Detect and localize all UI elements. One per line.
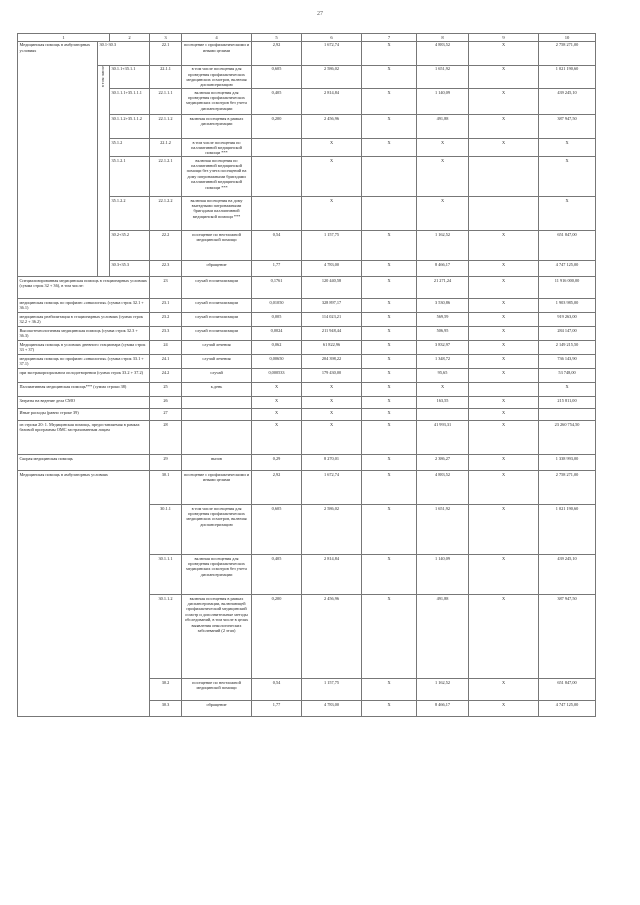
line-number: 30.1.1.2 bbox=[150, 595, 182, 679]
page-number: 27 bbox=[317, 11, 323, 17]
value-cell: X bbox=[417, 157, 469, 197]
value-cell: 21 271,24 bbox=[417, 277, 469, 299]
value-cell: 328 897,17 bbox=[302, 299, 362, 313]
value-cell: 1 348,72 bbox=[417, 355, 469, 369]
value-cell: X bbox=[302, 421, 362, 455]
value-cell: X bbox=[252, 421, 302, 455]
row-name: из строки 20: 1. Медицинская помощь, предоставляемая в рамках базовой программы ОМС застрахованным лицам bbox=[18, 421, 150, 455]
value-cell: X bbox=[469, 65, 539, 88]
row-name: Паллиативная медицинская помощь*** (сумма строки 38) bbox=[18, 383, 150, 397]
value-cell: X bbox=[362, 139, 417, 157]
unit: обращение bbox=[182, 701, 252, 717]
value-cell: X bbox=[469, 313, 539, 327]
value-cell: 0,200 bbox=[252, 595, 302, 679]
unit: в том числе посещения для проведения профилактических медицинских осмотров, включая диспансеризацию bbox=[182, 505, 252, 555]
side-label bbox=[98, 65, 110, 277]
value-cell: X bbox=[539, 383, 596, 397]
value-cell: 736 143,90 bbox=[539, 355, 596, 369]
value-cell: 0,605 bbox=[252, 65, 302, 88]
unit: посещение по неотложной медицинской помощи bbox=[182, 231, 252, 261]
side-label-text: в том числе bbox=[99, 66, 105, 88]
line-number: 30.1 bbox=[150, 471, 182, 505]
value-cell: X bbox=[362, 355, 417, 369]
value-cell: 919 263,00 bbox=[539, 313, 596, 327]
value-cell: 114 023,21 bbox=[302, 313, 362, 327]
value-cell bbox=[469, 157, 539, 197]
unit: посещение по неотложной медицинской помощи bbox=[182, 679, 252, 701]
table-row bbox=[18, 327, 596, 341]
value-cell bbox=[417, 409, 469, 421]
column-number: 9 bbox=[469, 34, 539, 42]
value-cell bbox=[539, 409, 596, 421]
value-cell: 387 947,50 bbox=[539, 115, 596, 139]
value-cell: 1 021 190,60 bbox=[539, 505, 596, 555]
value-cell: 2 758 271,00 bbox=[539, 471, 596, 505]
table-row bbox=[18, 397, 596, 409]
value-cell: X bbox=[539, 197, 596, 231]
value-cell: 2,92 bbox=[252, 41, 302, 65]
value-cell: X bbox=[469, 341, 539, 355]
table-row bbox=[18, 409, 596, 421]
unit: в том числе посещения для проведения профилактических медицинских осмотров, включая диспансеризацию bbox=[182, 65, 252, 88]
value-cell: 215 811,00 bbox=[539, 397, 596, 409]
line-number: 22.2 bbox=[150, 231, 182, 261]
value-cell: 0,405 bbox=[252, 555, 302, 595]
value-cell: 4 783,00 bbox=[302, 261, 362, 277]
unit: включая посещения по паллиативной медицинской помощи без учета посещений на дому патронажными бригадами паллиативной медицинской помощи *** bbox=[182, 157, 252, 197]
value-cell: X bbox=[252, 383, 302, 397]
value-cell: X bbox=[362, 679, 417, 701]
value-cell: X bbox=[469, 471, 539, 505]
line-number: 23.3 bbox=[150, 327, 182, 341]
value-cell bbox=[252, 157, 302, 197]
value-cell: 4 883,52 bbox=[417, 471, 469, 505]
financial-norms-table bbox=[17, 33, 596, 717]
value-cell: X bbox=[469, 355, 539, 369]
value-cell: 0,405 bbox=[252, 89, 302, 115]
value-cell: 211 948,44 bbox=[302, 327, 362, 341]
table-row bbox=[18, 421, 596, 455]
unit: случай госпитализации bbox=[182, 277, 252, 299]
value-cell: X bbox=[469, 277, 539, 299]
value-cell: 1 157,75 bbox=[302, 231, 362, 261]
value-cell: 439 245,10 bbox=[539, 89, 596, 115]
unit: случай лечения bbox=[182, 355, 252, 369]
line-number: 22.1.1.1 bbox=[150, 89, 182, 115]
value-cell: 1 157,75 bbox=[302, 679, 362, 701]
value-cell: X bbox=[362, 277, 417, 299]
value-cell: X bbox=[417, 383, 469, 397]
value-cell: X bbox=[252, 397, 302, 409]
header-row bbox=[18, 34, 596, 42]
value-cell: 0,0024 bbox=[252, 327, 302, 341]
value-cell: 2,92 bbox=[252, 471, 302, 505]
value-cell: 439 245,10 bbox=[539, 555, 596, 595]
value-cell: 11 916 000,00 bbox=[539, 277, 596, 299]
value-cell: X bbox=[469, 455, 539, 471]
value-cell: 0,062 bbox=[252, 341, 302, 355]
value-cell: X bbox=[469, 369, 539, 383]
value-cell: X bbox=[539, 139, 596, 157]
value-cell: X bbox=[469, 327, 539, 341]
value-cell: X bbox=[362, 595, 417, 679]
unit bbox=[182, 397, 252, 409]
unit: включая посещения для проведения профилактических медицинских осмотров без учета диспансеризации bbox=[182, 555, 252, 595]
value-cell: X bbox=[302, 383, 362, 397]
value-cell: X bbox=[469, 231, 539, 261]
value-cell: X bbox=[469, 299, 539, 313]
row-code: 30.1-30.3 bbox=[98, 41, 150, 65]
unit: включая посещения в рамках диспансеризации bbox=[182, 115, 252, 139]
row-name: медицинская помощь по профилю «онкология» (сумма строк 33.1 + 37.1) bbox=[18, 355, 150, 369]
value-cell: 0,54 bbox=[252, 231, 302, 261]
value-cell: X bbox=[539, 157, 596, 197]
value-cell: X bbox=[362, 701, 417, 717]
line-number: 30.2 bbox=[150, 679, 182, 701]
row-code: 35.1.2 bbox=[110, 139, 150, 157]
table-row bbox=[18, 299, 596, 313]
row-name: Иные расходы (равно строке 39) bbox=[18, 409, 150, 421]
value-cell: X bbox=[362, 115, 417, 139]
value-cell: 2 814,84 bbox=[302, 555, 362, 595]
table-row bbox=[18, 471, 596, 505]
value-cell: X bbox=[362, 397, 417, 409]
row-code: 30.3+35.3 bbox=[110, 261, 150, 277]
value-cell: 23 260 754,50 bbox=[539, 421, 596, 455]
row-name: медицинская реабилитация в стационарных условиях (сумма строк 32.2 + 36.2) bbox=[18, 313, 150, 327]
value-cell: 284 147,00 bbox=[539, 327, 596, 341]
table-row bbox=[18, 355, 596, 369]
value-cell: 4 783,00 bbox=[302, 701, 362, 717]
value-cell: X bbox=[469, 701, 539, 717]
value-cell: 53 748,00 bbox=[539, 369, 596, 383]
value-cell: 1 672,74 bbox=[302, 471, 362, 505]
section-title: Медицинская помощь в амбулаторных условиях bbox=[18, 41, 98, 277]
row-code: 35.1.2.1 bbox=[110, 157, 150, 197]
row-name: Специализированная медицинская помощь в стационарных условиях (сумма строк 32 + 36), в том числе: bbox=[18, 277, 150, 299]
row-name: медицинская помощь по профилю «онкология» (сумма строк 32.1 + 36.1) bbox=[18, 299, 150, 313]
value-cell: X bbox=[469, 555, 539, 595]
value-cell: 1,77 bbox=[252, 701, 302, 717]
row-code: 30.1.1+35.1.1 bbox=[110, 65, 150, 88]
column-number: 3 bbox=[150, 34, 182, 42]
unit: случай госпитализации bbox=[182, 327, 252, 341]
value-cell: 0,000533 bbox=[252, 369, 302, 383]
line-number: 25 bbox=[150, 383, 182, 397]
row-name: Скорая медицинская помощь bbox=[18, 455, 150, 471]
value-cell: 2 456,96 bbox=[302, 115, 362, 139]
table-row bbox=[18, 369, 596, 383]
value-cell: X bbox=[469, 41, 539, 65]
value-cell: X bbox=[362, 505, 417, 555]
value-cell: 8 466,17 bbox=[417, 701, 469, 717]
value-cell: X bbox=[362, 65, 417, 88]
value-cell: X bbox=[362, 231, 417, 261]
unit: случай госпитализации bbox=[182, 299, 252, 313]
line-number: 23.2 bbox=[150, 313, 182, 327]
table-row bbox=[18, 65, 596, 88]
value-cell: X bbox=[469, 115, 539, 139]
unit bbox=[182, 421, 252, 455]
value-cell: 651 847,00 bbox=[539, 679, 596, 701]
value-cell: 41 993,31 bbox=[417, 421, 469, 455]
unit: посещение с профилактическими и иными целями bbox=[182, 471, 252, 505]
line-number: 30.1.1 bbox=[150, 505, 182, 555]
line-number: 22.1.1 bbox=[150, 65, 182, 88]
value-cell: X bbox=[362, 471, 417, 505]
value-cell: 1 140,09 bbox=[417, 555, 469, 595]
value-cell: X bbox=[417, 139, 469, 157]
unit: в том числе посещения по паллиативной медицинской помощи *** bbox=[182, 139, 252, 157]
value-cell: 506,95 bbox=[417, 327, 469, 341]
value-cell: X bbox=[252, 409, 302, 421]
value-cell: 2 586,02 bbox=[302, 505, 362, 555]
column-number: 10 bbox=[539, 34, 596, 42]
value-cell: 2 586,02 bbox=[302, 65, 362, 88]
column-number: 8 bbox=[417, 34, 469, 42]
value-cell: 2 149 215,50 bbox=[539, 341, 596, 355]
column-number: 2 bbox=[110, 34, 150, 42]
line-number: 30.1.1.1 bbox=[150, 555, 182, 595]
value-cell: X bbox=[469, 409, 539, 421]
unit: случай госпитализации bbox=[182, 313, 252, 327]
line-number: 23 bbox=[150, 277, 182, 299]
row-name: Высокотехнологичная медицинская помощь (сумма строк 32.3 + 36.3) bbox=[18, 327, 150, 341]
value-cell: 2 758 271,00 bbox=[539, 41, 596, 65]
line-number: 27 bbox=[150, 409, 182, 421]
value-cell: X bbox=[469, 397, 539, 409]
value-cell: 1 672,74 bbox=[302, 41, 362, 65]
value-cell: X bbox=[362, 455, 417, 471]
value-cell: X bbox=[469, 595, 539, 679]
line-number: 24 bbox=[150, 341, 182, 355]
value-cell: 1 140,09 bbox=[417, 89, 469, 115]
line-number: 22.1 bbox=[150, 41, 182, 65]
value-cell bbox=[362, 157, 417, 197]
value-cell: 1 651,92 bbox=[417, 65, 469, 88]
line-number: 22.3 bbox=[150, 261, 182, 277]
value-cell: 491,88 bbox=[417, 115, 469, 139]
value-cell: 0,01050 bbox=[252, 299, 302, 313]
value-cell: X bbox=[302, 397, 362, 409]
value-cell: X bbox=[362, 383, 417, 397]
value-cell: X bbox=[302, 409, 362, 421]
row-name: Медицинская помощь в условиях дневного стационара (сумма строк 33 + 37) bbox=[18, 341, 150, 355]
line-number: 28 bbox=[150, 421, 182, 455]
value-cell: 0,005 bbox=[252, 313, 302, 327]
column-number: 4 bbox=[182, 34, 252, 42]
row-name: при экстракорпоральном оплодотворении (сумма строк 33.2 + 37.2) bbox=[18, 369, 150, 383]
value-cell: 4 883,52 bbox=[417, 41, 469, 65]
column-number: 7 bbox=[362, 34, 417, 42]
value-cell: X bbox=[469, 261, 539, 277]
value-cell: X bbox=[362, 369, 417, 383]
value-cell: X bbox=[362, 261, 417, 277]
line-number: 23.1 bbox=[150, 299, 182, 313]
value-cell: 651 847,00 bbox=[539, 231, 596, 261]
value-cell: X bbox=[469, 89, 539, 115]
value-cell: 8 466,17 bbox=[417, 261, 469, 277]
value-cell: X bbox=[362, 313, 417, 327]
value-cell: 569,59 bbox=[417, 313, 469, 327]
value-cell: X bbox=[362, 409, 417, 421]
value-cell: 4 747 125,00 bbox=[539, 261, 596, 277]
value-cell: 95,65 bbox=[417, 369, 469, 383]
line-number: 22.1.2 bbox=[150, 139, 182, 157]
value-cell: 1 651,92 bbox=[417, 505, 469, 555]
value-cell: 61 822,96 bbox=[302, 341, 362, 355]
unit: посещение с профилактическими и иными целями bbox=[182, 41, 252, 65]
value-cell: 1 162,52 bbox=[417, 231, 469, 261]
column-number: 6 bbox=[302, 34, 362, 42]
line-number: 22.1.1.2 bbox=[150, 115, 182, 139]
value-cell: 0,605 bbox=[252, 505, 302, 555]
unit: включая посещения на дому выездными патронажными бригадами паллиативной медицинской помощи *** bbox=[182, 197, 252, 231]
unit: обращение bbox=[182, 261, 252, 277]
value-cell: 204 398,22 bbox=[302, 355, 362, 369]
value-cell: 120 440,58 bbox=[302, 277, 362, 299]
unit: случай лечения bbox=[182, 341, 252, 355]
value-cell: X bbox=[362, 555, 417, 595]
value-cell: 1,77 bbox=[252, 261, 302, 277]
value-cell: 1 903 985,00 bbox=[539, 299, 596, 313]
value-cell: 0,200 bbox=[252, 115, 302, 139]
value-cell: 8 270,01 bbox=[302, 455, 362, 471]
value-cell: 0,54 bbox=[252, 679, 302, 701]
value-cell bbox=[469, 383, 539, 397]
unit: случай bbox=[182, 369, 252, 383]
row-code: 30.1.1.1+35.1.1.1 bbox=[110, 89, 150, 115]
column-number: 1 bbox=[18, 34, 110, 42]
value-cell bbox=[469, 197, 539, 231]
value-cell: X bbox=[417, 197, 469, 231]
value-cell: 163,55 bbox=[417, 397, 469, 409]
value-cell: 2 814,84 bbox=[302, 89, 362, 115]
value-cell: X bbox=[469, 505, 539, 555]
value-cell: 387 947,50 bbox=[539, 595, 596, 679]
value-cell: X bbox=[362, 421, 417, 455]
value-cell: X bbox=[469, 679, 539, 701]
line-number: 26 bbox=[150, 397, 182, 409]
row-name: Затраты на ведение дела СМО bbox=[18, 397, 150, 409]
table-row bbox=[18, 455, 596, 471]
value-cell: X bbox=[469, 139, 539, 157]
line-number: 22.1.2.1 bbox=[150, 157, 182, 197]
value-cell bbox=[252, 139, 302, 157]
value-cell: X bbox=[362, 341, 417, 355]
unit: включая посещения в рамках диспансеризации, включающей профилактический медицинский осмотр и дополнительные методы обследований, в том числе в целях выявления онкологических заболеваний (2 этап) bbox=[182, 595, 252, 679]
row-code: 35.1.2.2 bbox=[110, 197, 150, 231]
section-title: Медицинская помощь в амбулаторных условиях bbox=[18, 471, 150, 717]
value-cell: X bbox=[302, 157, 362, 197]
unit: включая посещения для проведения профилактических медицинских осмотров без учета диспансеризации bbox=[182, 89, 252, 115]
line-number: 24.1 bbox=[150, 355, 182, 369]
table-row bbox=[18, 313, 596, 327]
value-cell: 179 430,00 bbox=[302, 369, 362, 383]
value-cell: X bbox=[469, 421, 539, 455]
value-cell: 3 832,97 bbox=[417, 341, 469, 355]
value-cell bbox=[252, 197, 302, 231]
unit: к.день bbox=[182, 383, 252, 397]
value-cell: 2 386,27 bbox=[417, 455, 469, 471]
value-cell: X bbox=[302, 197, 362, 231]
value-cell: X bbox=[362, 327, 417, 341]
value-cell: 0,00650 bbox=[252, 355, 302, 369]
value-cell: 0,1761 bbox=[252, 277, 302, 299]
value-cell: 2 456,96 bbox=[302, 595, 362, 679]
row-code: 30.1.1.2+35.1.1.2 bbox=[110, 115, 150, 139]
value-cell bbox=[362, 197, 417, 231]
line-number: 22.1.2.2 bbox=[150, 197, 182, 231]
table-row bbox=[18, 41, 596, 65]
value-cell: 3 530,86 bbox=[417, 299, 469, 313]
value-cell: 1 338 993,00 bbox=[539, 455, 596, 471]
value-cell: 1 162,52 bbox=[417, 679, 469, 701]
row-code: 30.2+35.2 bbox=[110, 231, 150, 261]
unit: вызов bbox=[182, 455, 252, 471]
table-row bbox=[18, 383, 596, 397]
value-cell: 0,29 bbox=[252, 455, 302, 471]
table-row bbox=[18, 341, 596, 355]
table-row bbox=[18, 277, 596, 299]
column-number: 5 bbox=[252, 34, 302, 42]
value-cell: X bbox=[362, 41, 417, 65]
line-number: 29 bbox=[150, 455, 182, 471]
value-cell: 1 021 190,60 bbox=[539, 65, 596, 88]
value-cell: 491,88 bbox=[417, 595, 469, 679]
line-number: 30.3 bbox=[150, 701, 182, 717]
value-cell: X bbox=[362, 89, 417, 115]
value-cell: X bbox=[362, 299, 417, 313]
value-cell: X bbox=[302, 139, 362, 157]
value-cell: 4 747 125,00 bbox=[539, 701, 596, 717]
unit bbox=[182, 409, 252, 421]
line-number: 24.2 bbox=[150, 369, 182, 383]
